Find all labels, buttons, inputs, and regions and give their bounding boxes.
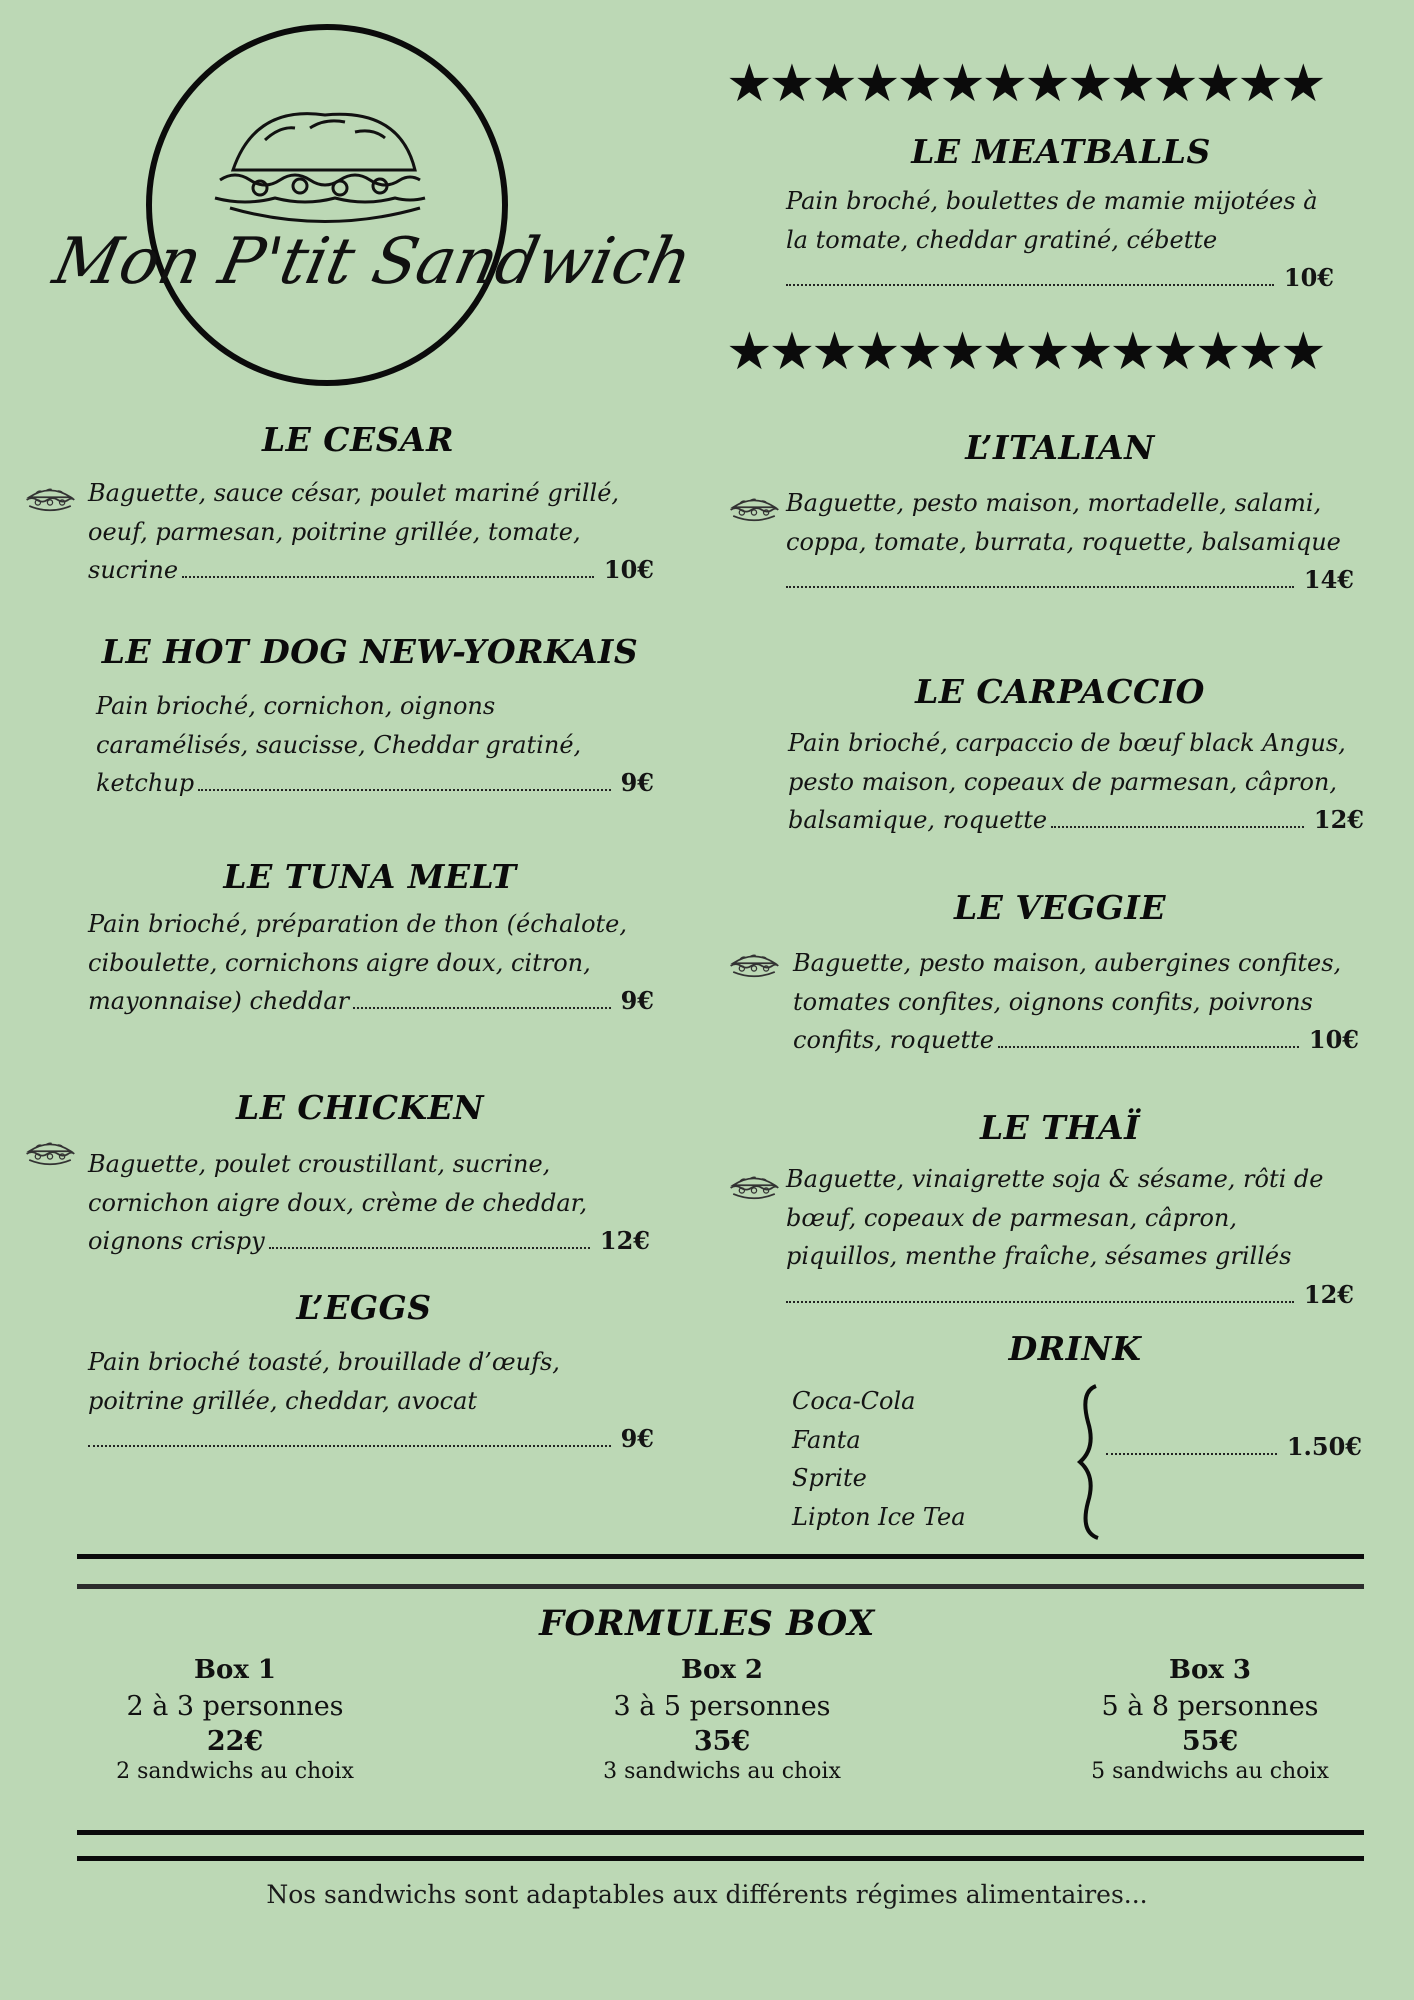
item-price: 12€ bbox=[1313, 805, 1364, 834]
box-note: 2 sandwichs au choix bbox=[116, 1759, 354, 1784]
item-title: LE CESAR bbox=[261, 420, 455, 459]
footer-note: Nos sandwichs sont adaptables aux différents régimes alimentaires... bbox=[266, 1880, 1148, 1909]
sandwich-icon bbox=[215, 114, 425, 222]
item-price: 9€ bbox=[620, 1424, 654, 1453]
logo bbox=[47, 20, 698, 390]
drink-title: DRINK bbox=[1008, 1329, 1142, 1368]
box-card bbox=[75, 1655, 395, 1784]
item-title: LE THAÏ bbox=[979, 1108, 1141, 1147]
box-people: 5 à 8 personnes bbox=[1101, 1691, 1319, 1722]
sandwich-icon bbox=[24, 484, 76, 514]
drink-price: 1.50€ bbox=[1286, 1432, 1362, 1461]
drink-item: Coca-Cola bbox=[792, 1387, 916, 1415]
item-description: Baguette, pesto maison, mortadelle, salami, coppa, tomate, burrata, roquette, balsamique 14€ bbox=[786, 484, 1354, 600]
box-name: Box 3 bbox=[1169, 1655, 1251, 1685]
sandwich-icon bbox=[728, 950, 780, 980]
item-description: Baguette, pesto maison, aubergines confites, tomates confites, oignons confits, poivrons confits, roquette 10€ bbox=[793, 944, 1359, 1060]
box-card bbox=[1050, 1655, 1370, 1784]
logo-circle bbox=[55, 20, 615, 390]
item-description: Pain brioché, cornichon, oignons caramélisés, saucisse, Cheddar gratiné, ketchup 9€ bbox=[96, 687, 654, 803]
item-description: Pain brioché, préparation de thon (échalote, ciboulette, cornichons aigre doux, citron, mayonnaise) cheddar 9€ bbox=[88, 905, 654, 1021]
box-people: 2 à 3 personnes bbox=[126, 1691, 344, 1722]
item-title: LE TUNA MELT bbox=[223, 857, 517, 896]
stars-divider: ★★★★★★★★★★★★★★ bbox=[726, 54, 1323, 114]
box-price: 55€ bbox=[1181, 1726, 1239, 1757]
box-card bbox=[562, 1655, 882, 1784]
logo-text: Mon P'tit Sandwich bbox=[47, 225, 698, 299]
sandwich-icon bbox=[24, 1138, 76, 1168]
divider-line bbox=[77, 1856, 1364, 1861]
item-price: 14€ bbox=[1303, 565, 1354, 594]
box-people: 3 à 5 personnes bbox=[613, 1691, 831, 1722]
item-description: Baguette, vinaigrette soja & sésame, rôti de bœuf, copeaux de parmesan, câpron, piquillos, menthe fraîche, sésames grillés 12€ bbox=[786, 1160, 1354, 1314]
sandwich-icon bbox=[728, 1172, 780, 1202]
item-price: 9€ bbox=[620, 768, 654, 797]
item-description: Baguette, sauce césar, poulet mariné grillé, oeuf, parmesan, poitrine grillée, tomate, sucrine 10€ bbox=[88, 474, 654, 590]
item-description: Pain brioché toasté, brouillade d’œufs, poitrine grillée, cheddar, avocat 9€ bbox=[88, 1343, 654, 1459]
item-price: 9€ bbox=[620, 986, 654, 1015]
item-price: 12€ bbox=[1303, 1279, 1354, 1309]
item-title: LE HOT DOG NEW-YORKAIS bbox=[101, 632, 639, 671]
item-description: Pain broché, boulettes de mamie mijotées à la tomate, cheddar gratiné, cébette 10€ bbox=[786, 182, 1334, 298]
drink-item: Sprite bbox=[792, 1464, 867, 1492]
formules-title: FORMULES BOX bbox=[539, 1603, 875, 1644]
box-price: 35€ bbox=[693, 1726, 751, 1757]
item-description: Pain brioché, carpaccio de bœuf black Angus, pesto maison, copeaux de parmesan, câpron, balsamique, roquette 12€ bbox=[788, 724, 1364, 840]
item-title: LE VEGGIE bbox=[953, 888, 1167, 927]
item-price: 10€ bbox=[603, 555, 654, 584]
box-name: Box 2 bbox=[681, 1655, 763, 1685]
item-title: LE MEATBALLS bbox=[911, 132, 1211, 171]
box-note: 3 sandwichs au choix bbox=[603, 1759, 841, 1784]
divider-line bbox=[77, 1554, 1364, 1559]
drink-item: Lipton Ice Tea bbox=[792, 1502, 966, 1531]
box-note: 5 sandwichs au choix bbox=[1091, 1759, 1329, 1784]
item-description: Baguette, poulet croustillant, sucrine, cornichon aigre doux, crème de cheddar, oignons crispy 12€ bbox=[88, 1145, 650, 1261]
drink-item: Fanta bbox=[792, 1425, 861, 1454]
item-price: 10€ bbox=[1308, 1025, 1359, 1054]
item-title: LE CARPACCIO bbox=[915, 672, 1205, 711]
item-price: 10€ bbox=[1283, 263, 1334, 292]
box-price: 22€ bbox=[206, 1726, 264, 1757]
item-title: L’ITALIAN bbox=[965, 428, 1155, 467]
sandwich-icon bbox=[728, 494, 780, 524]
box-name: Box 1 bbox=[194, 1655, 276, 1685]
item-price: 12€ bbox=[599, 1226, 650, 1255]
stars-divider: ★★★★★★★★★★★★★★ bbox=[726, 322, 1323, 382]
divider-line bbox=[77, 1830, 1364, 1835]
drink-list bbox=[792, 1382, 966, 1536]
item-title: L’EGGS bbox=[296, 1288, 432, 1327]
divider-line bbox=[77, 1584, 1364, 1589]
drink-price-line bbox=[1106, 1428, 1362, 1467]
item-title: LE CHICKEN bbox=[236, 1088, 484, 1127]
